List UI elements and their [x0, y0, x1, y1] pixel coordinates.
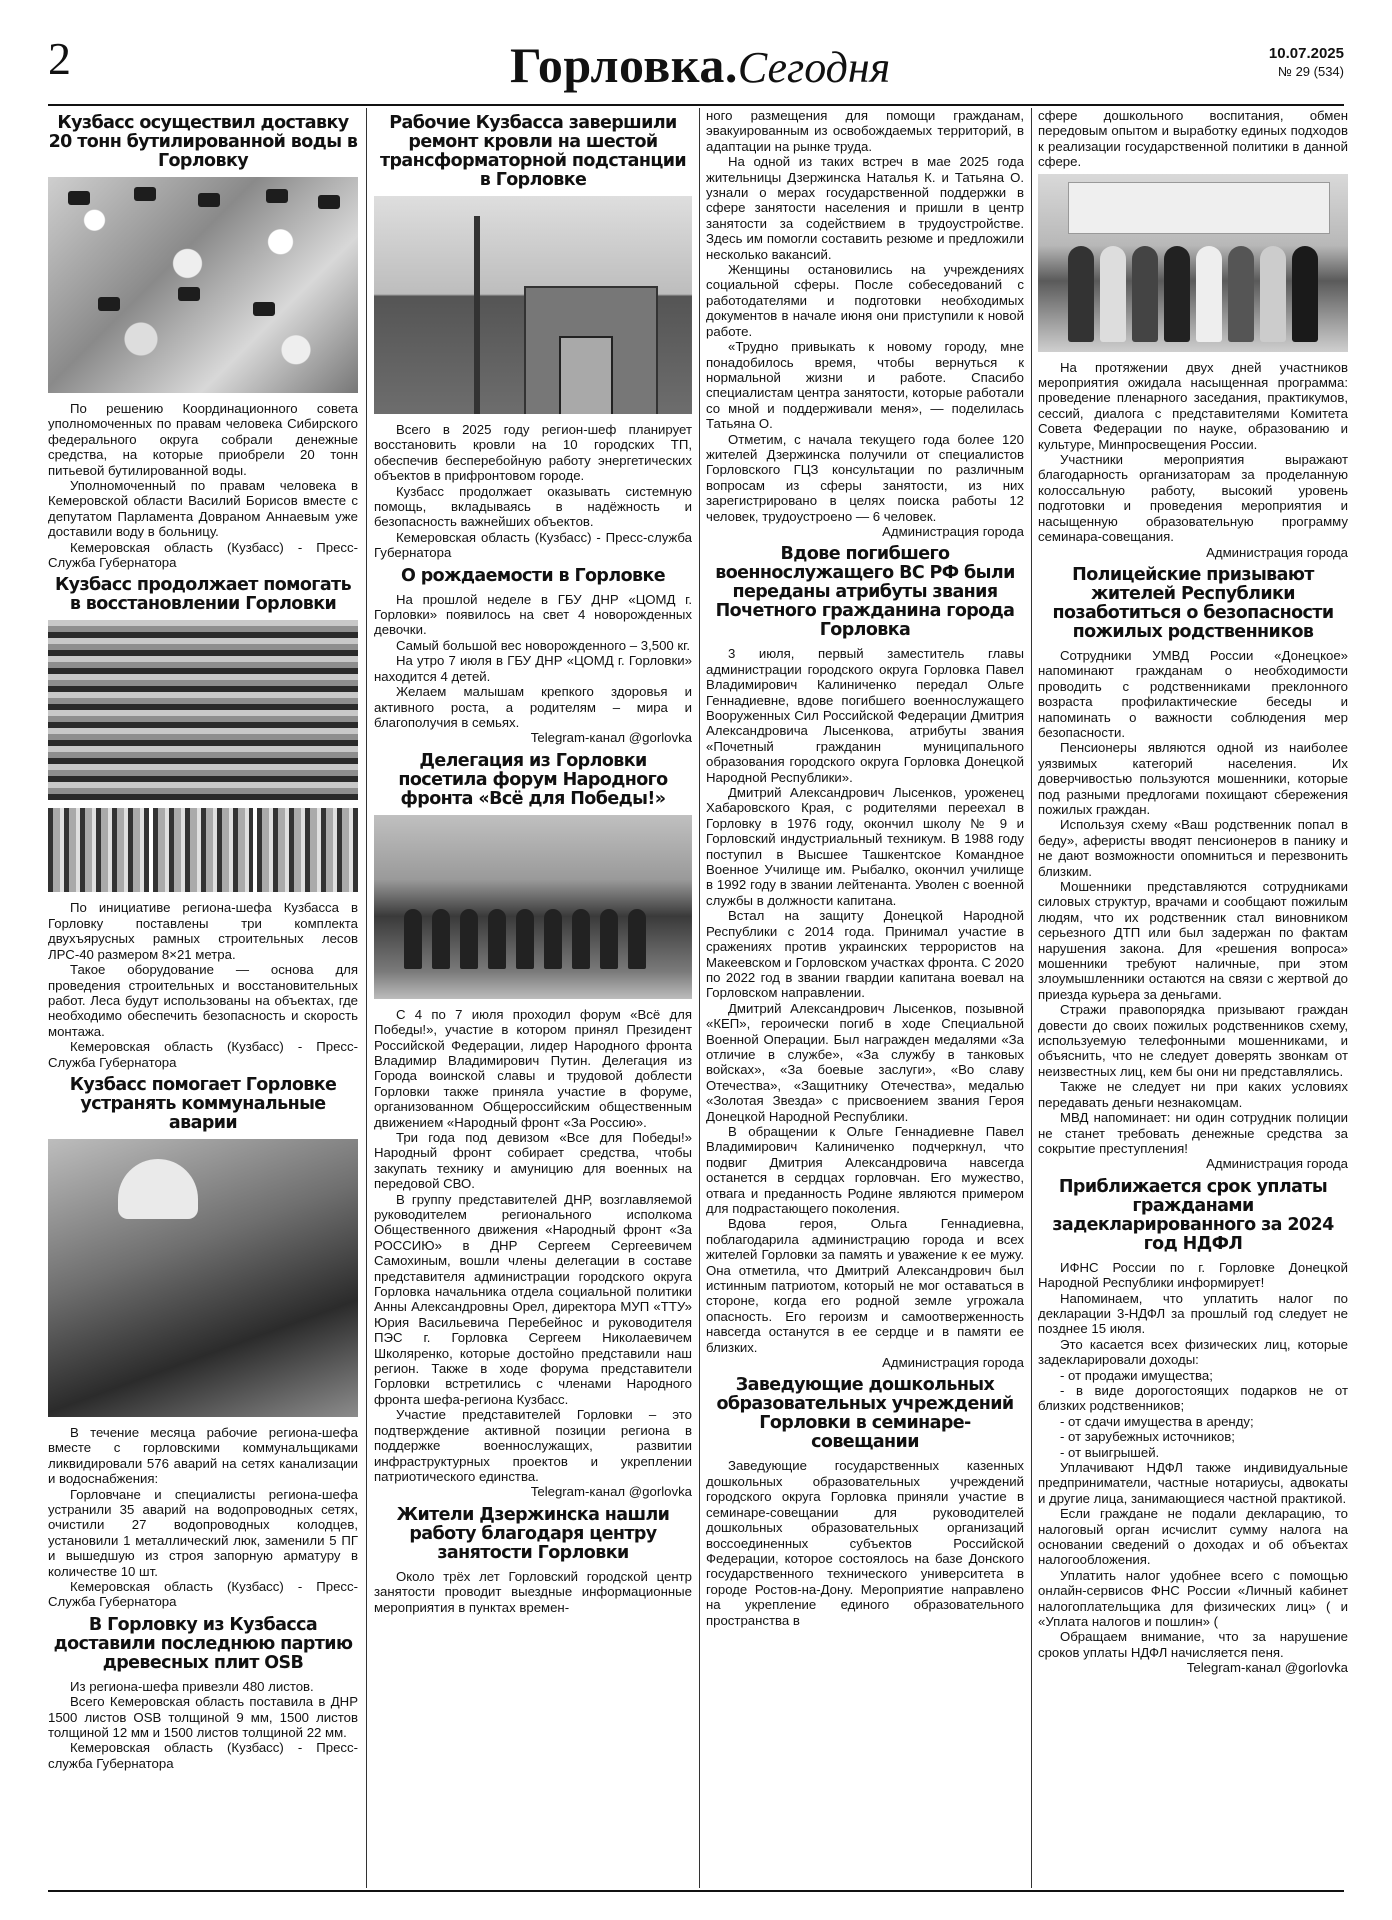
article-title: Кузбасс помогает Горловке устранять коммунальные аварии	[69, 1074, 337, 1133]
substation-photo	[374, 196, 692, 414]
article-scaffolding: Кузбасс продолжает помогать в восстановлении Горловки По инициативе региона-шефа Кузбасса в Горловку поставлены три комплекта двухъярусных рамных строительных лесов ЛРС-40 размером 8×21 метра. Такое оборудование — основа для проведения строительных и восстановительных работ. Леса будут использованы на объектах, где необходимо обеспечить безопасность и скорость монтажа. Кемеровская область (Кузбасс) - Пресс-Служба Губернатора	[48, 575, 358, 1070]
article-tax: Приближается срок уплаты гражданами задекларированного за 2024 год НДФЛ ИФНС России по г. Горловке Донецкой Народной Республики информирует! Напоминаем, что уплатить налог по декларации 3-НДФЛ за прошлый год следует не позднее 15 июля. Это касается всех физических лиц, которые задекларировали доходы: - от продажи имущества; - в виде дорогостоящих подарков не от близких родственников; - от сдачи имущества в аренду; - от зарубежных источников; - от выигрышей. Уплачивают НДФЛ также индивидуальные предприниматели, частные нотариусы, адвокаты и другие лица, занимающиеся частной практикой. Если граждане не подали декларацию, то налоговый орган исчислит сумму налога на основании сведений о доходах и об объектах налогообложения. Уплатить налог удобнее всего с помощью онлайн-сервисов ФНС России «Личный кабинет налогоплательщика для физических лиц» ( и «Уплата налогов и пошлин» ( Обращаем внимание, что за нарушение сроков уплаты НДФЛ начисляется пеня. Telegram-канал @gorlovka	[1038, 1176, 1348, 1676]
article-title: Делегация из Горловки посетила форум Народного фронта «Всё для Победы!»	[398, 750, 668, 809]
scaffolding-photo	[48, 620, 358, 800]
column-divider	[366, 108, 367, 1888]
article-signature: Telegram-канал @gorlovka	[530, 1484, 692, 1500]
article-title: Жители Дзержинска нашли работу благодаря центру занятости Горловки	[396, 1504, 670, 1563]
article-title: В Горловку из Кузбасса доставили последнюю партию древесных плит OSB	[53, 1614, 353, 1673]
article-signature: Кемеровская область (Кузбасс) - Пресс-Служба Губернатора	[48, 1579, 358, 1610]
article-title: Кузбасс осуществил доставку 20 тонн бутилированной воды в Горловку	[48, 113, 358, 171]
article-title: Полицейские призывают жителей Республики позаботиться о безопасности пожилых родственников	[1052, 564, 1334, 642]
masthead-main: Горловка	[510, 37, 725, 93]
seminar-photo	[1038, 174, 1348, 352]
column-divider	[699, 108, 700, 1888]
article-signature: Кемеровская область (Кузбасс) - Пресс-Служба Губернатора	[48, 539, 358, 571]
article-signature: Администрация города	[1206, 1156, 1348, 1172]
bottles-photo	[48, 177, 358, 393]
article-title: Рабочие Кузбасса завершили ремонт кровли на шестой трансформаторной подстанции в Горловке	[379, 113, 687, 190]
article-signature: Telegram-канал @gorlovka	[1186, 1660, 1348, 1676]
article-births: О рождаемости в Горловке На прошлой неделе в ГБУ ДНР «ЦОМД г. Горловки» появилось на свет 4 новорожденных девочки. Самый большой вес новорожденного – 3,500 кг. На утро 7 июля в ГБУ ДНР «ЦОМД г. Горловки» находится 4 детей. Желаем малышам крепкого здоровья и активного роста, а родителям – мира и благополучия в семьях. Telegram-канал @gorlovka	[374, 565, 692, 746]
article-signature: Администрация города	[1206, 544, 1348, 560]
article-employment: Жители Дзержинска нашли работу благодаря центру занятости Горловки Около трёх лет Горловский городской центр занятости проводит выездные информационные мероприятия в пунктах времен-	[374, 1504, 692, 1615]
article-signature: Администрация города	[882, 523, 1024, 539]
footer-rule	[48, 1890, 1344, 1892]
article-signature: Telegram-канал @gorlovka	[530, 730, 692, 746]
article-utilities: Кузбасс помогает Горловке устранять коммунальные аварии В течение месяца рабочие региона-шефа вместе с горловскими коммунальщиками ликвидировали 576 аварий на сетях канализации и водоснабжения: Горловчане и специалисты региона-шефа устранили 35 аварий на водопроводных сетях, очистили 27 водопроводных колодцев, установили 1 металлический люк, заменили 5 ПГ и вышедшую из строя запорную арматуру в количестве 10 шт. Кемеровская область (Кузбасс) - Пресс-Служба Губернатора	[48, 1074, 358, 1610]
truck-photos	[48, 808, 358, 892]
article-preschool: Заведующие дошкольных образовательных учреждений Горловки в семинаре-совещании Заведующие государственных казенных дошкольных образовательных учреждений городского округа Горловка приняли участие в семинаре-совещании для руководителей дошкольных образовательных организаций воссоединенных субъектов Российской Федерации, которое состоялось на базе Донского государственного технического университета в городе Ростов-на-Дону. Мероприятие направлено на укрепление единого образовательного пространства в	[706, 1375, 1024, 1628]
article-elderly-safety: Полицейские призывают жителей Республики позаботиться о безопасности пожилых родственников Сотрудники УМВД России «Донецкое» напоминают гражданам о необходимости проводить с родственниками преклонного возраста профилактические беседы и напоминать о важности соблюдения мер безопасности. Пенсионеры являются одной из наиболее уязвимых категорий населения. Их доверчивостью пользуются мошенники, которые под разными предлогами похищают сбережения пожилых граждан. Используя схему «Ваш родственник попал в беду», аферисты вводят пенсионеров в панику и не дают возможности опомниться и перезвонить близким. Мошенники представляются сотрудниками силовых структур, врачами и сообщают пожилым людям, что их родственник стал виновником серьезного ДТП или был задержан по фактам нарушения закона. Для «решения вопроса» мошенники требуют наличные, при этом злоумышленники остаются на связи с жертвой до приезда курьера за деньгами. Стражи правопорядка призывают граждан довести до своих пожилых родственников схему, используемую телефонными мошенниками, и объяснить, что не следует доверять звонкам от неизвестных лиц, кем бы они ни представлялись. Также не следует ни при каких условиях передавать деньги незнакомцам. МВД напоминает: ни один сотрудник полиции не станет требовать денежные средства за сокрытие преступления! Администрация города	[1038, 564, 1348, 1172]
worker-photo	[48, 1139, 358, 1417]
column-3	[706, 108, 1024, 1888]
article-title: Вдове погибшего военнослужащего ВС РФ были переданы атрибуты звания Почетного гражданина города Горловка	[715, 544, 1015, 641]
page-number: 2	[48, 33, 71, 84]
header-rule	[48, 104, 1344, 106]
article-title: О рождаемости в Горловке	[400, 565, 666, 586]
article-water: Кузбасс осуществил доставку 20 тонн бутилированной воды в Горловку По решению Координационного совета уполномоченных по правам человека Сибирского федерального округа собрали денежные средства, на которые приобрели 20 тонн питьевой бутилированной воды. Уполномоченный по правам человека в Кемеровской области Василий Борисов вместе с депутатом Парламента Довраном Аннаевым уже доставили воду в больницу. Кемеровская область (Кузбасс) - Пресс-Служба Губернатора	[48, 113, 358, 571]
article-employment-cont: ного размещения для помощи гражданам, эвакуированным из освобождаемых территорий, в адаптации на рынке труда. На одной из таких встреч в мае 2025 года жительницы Дзержинска Наталья К. и Татьяна О. узнали о мерах государственной поддержки в сфере занятости населения и пришли в центр занятости за содействием в трудоустройстве. Здесь им помогли составить резюме и предложили несколько вакансий. Женщины остановились на учреждениях социальной сферы. После собеседований с работодателями и подготовки необходимых документов в начале июня они приступили к новой работе. «Трудно привыкать к новому городу, мне понадобилось время, чтобы вернуться к нормальной жизни и работе. Спасибо специалистам центра занятости, которые работали со мной и поддерживали меня», — поделилась Татьяна О. Отметим, с начала текущего года более 120 жителей Дзержинска получили от специалистов Горловского ГЦЗ консультации по различным вопросам из сферы занятости, из них зарегистрировано в целях поиска работы 12 человек, трудоустроено — 6 человек. Администрация города	[706, 108, 1024, 539]
article-substation: Рабочие Кузбасса завершили ремонт кровли на шестой трансформаторной подстанции в Горловке Всего в 2025 году регион-шеф планирует восстановить кровли на 10 городских ТП, обеспечив бесперебойную работу энергетических объектов в прифронтовом городе. Кузбасс продолжает оказывать системную помощь, вкладываясь в надёжность и безопасность важнейших объектов. Кемеровская область (Кузбасс) - Пресс-служба Губернатора	[374, 113, 692, 561]
article-osb: В Горловку из Кузбасса доставили последнюю партию древесных плит OSB Из региона-шефа привезли 480 листов. Всего Кемеровская область поставила в ДНР 1500 листов OSB толщиной 9 мм, 1500 листов толщиной 12 мм и 1500 листов толщиной 22 мм. Кемеровская область (Кузбасс) - Пресс-служба Губернатора	[48, 1614, 358, 1771]
article-title: Заведующие дошкольных образовательных учреждений Горловки в семинаре-совещании	[716, 1375, 1014, 1453]
article-signature: Кемеровская область (Кузбасс) - Пресс-служба Губернатора	[374, 529, 692, 561]
article-signature: Кемеровская область (Кузбасс) - Пресс-Служба Губернатора	[48, 1039, 358, 1070]
masthead-italic: Сегодня	[737, 43, 891, 92]
issue-date: 10.07.2025	[1268, 45, 1344, 62]
column-1	[48, 108, 358, 1888]
column-2	[374, 108, 692, 1888]
article-honorary-citizen: Вдове погибшего военнослужащего ВС РФ были переданы атрибуты звания Почетного гражданина города Горловка 3 июля, первый заместитель главы администрации городского округа Горловка Павел Владимирович Калиниченко передал Ольге Геннадиевне, вдове погибшего военнослужащего Вооруженных Сил Российской Федерации Дмитрия Александровича Лысенкова, атрибуты звания «Почетный гражданин муниципального образования городского округа Горловка Донецкой Народной Республики». Дмитрий Александрович Лысенков, уроженец Хабаровского Края, с родителями переехал в Горловку в 1976 году, окончил школу № 9 и Горловский индустриальный техникум. В 1988 году поступил в Высшее Ташкентское Командное Военное Училище им. Рыбалко, окончил училище в 1992 году в звании лейтенанта. Уволен с военной службы в должности капитана. Встал на защиту Донецкой Народной Республики с 2014 года. Принимал участие в сражениях против украинских террористов на Макеевском и Горловском участках фронта. С 2020 по 2022 год в звании гвардии капитана воевал на Горловском направлении. Дмитрий Александрович Лысенков, позывной «КЕП», героически погиб в ходе Специальной Военной Операции. Был награжден медалями «За отличие в службе», «За службу в танковых войсках», «За боевые заслуги», «Во славу Отечества», «Защитнику Отечества», медалью «Золотая Звезда» с присвоением звания Героя Донецкой Народной Республики. В обращении к Ольге Геннадиевне Павел Владимирович Калиниченко подчеркнул, что подвиг Дмитрия Александровича навсегда останется в сердцах горловчан. Его мужество, отвага и преданность Родине являются примером для подрастающего поколения. Вдова героя, Ольга Геннадиевна, поблагодарила администрацию города и всех жителей Горловки за память и уважение к ее мужу. Она отметила, что Дмитрий Александрович был истинным патриотом, который не мог оставаться в стороне, когда его родной земле угрожала опасность. Его героизм и самоотверженность навсегда останутся в ее сердце и в памяти ее близких. Администрация города	[706, 544, 1024, 1371]
masthead	[510, 37, 891, 93]
article-signature: Кемеровская область (Кузбасс) - Пресс-служба Губернатора	[48, 1740, 358, 1771]
article-preschool-cont: сфере дошкольного воспитания, обмен передовым опытом и выработку единых подходов к реализации государственной политики в данной сфере. На протяжении двух дней участников мероприятия ожидала насыщенная программа: проведение пленарного заседания, практикумов, сессий, диалога с представителями Комитета Совета Федерации по науке, образованию и культуре, Минпросвещения России. Участники мероприятия выражают благодарность организаторам за проделанную колоссальную работу, высокий уровень подготовки и проведения мероприятия и насыщенную образовательную программу семинара-совещания. Администрация города	[1038, 108, 1348, 560]
delegation-photo	[374, 815, 692, 999]
article-title: Приближается срок уплаты гражданами задекларированного за 2024 год НДФЛ	[1052, 1176, 1334, 1254]
article-title: Кузбасс продолжает помогать в восстановлении Горловки	[54, 575, 352, 615]
article-signature: Администрация города	[882, 1355, 1024, 1371]
masthead-dot: .	[724, 37, 738, 93]
issue-number: № 29 (534)	[1278, 64, 1344, 79]
article-forum: Делегация из Горловки посетила форум Народного фронта «Всё для Победы!» С 4 по 7 июля проходил форум «Всё для Победы!», участие в котором принял Президент Российской Федерации, лидер Народного фронта Владимир Владимирович Путин. Делегация из Города воинской славы и трудовой доблести Горловки также приняла участие в форуме, организованном Общероссийским общественным движением «Народный фронт «За Россию». Три года под девизом «Все для Победы!» Народный фронт собирает средства, чтобы закупать технику и амуницию для военных на передовой СВО. В группу представителей ДНР, возглавляемой руководителем регионального исполкома Общественного движения «Народный фронт «За РОССИЮ» в ДНР Сергеем Сергеевичем Самохиным, вошли члены делегации в составе представителя администрации городского округа Горловка начальника отдела социальной политики Анны Александровны Орел, директора МУП «ТТУ» Юрия Васильевича Перебейнос и руководителя ПЭС г. Горловка Сергеем Николаевичем Школяренко, которые достойно представили наш регион. Также в ходе форума представители Горловки встретились с членами Народного фронта шефа-региона Кузбасс. Участие представителей Горловки – это подтверждение активной позиции региона в поддержке военнослужащих, развитии инфраструктурных проектов и укреплении патриотического единства. Telegram-канал @gorlovka	[374, 750, 692, 1500]
column-4	[1038, 108, 1348, 1888]
column-divider	[1031, 108, 1032, 1888]
